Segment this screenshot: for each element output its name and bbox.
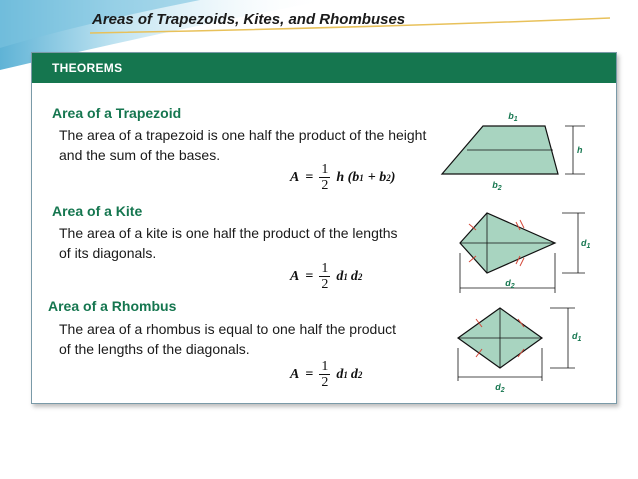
fraction-denominator: 2 (321, 178, 329, 193)
formula-lhs: A (290, 268, 300, 284)
fraction-numerator: 1 (321, 359, 329, 374)
formula-lhs: A (290, 169, 300, 185)
formula-sub1: 1 (343, 369, 348, 380)
rhombus-formula (290, 359, 362, 390)
rhombus-text: The area of a rhombus is equal to one half the product of the lengths of the diagonals. (59, 321, 396, 357)
formula-fraction (319, 261, 330, 292)
panel-header: THEOREMS (32, 53, 616, 83)
formula-sub2: 2 (357, 271, 363, 282)
formula-fraction (319, 162, 330, 193)
kite-title: Area of a Kite (52, 203, 143, 219)
fraction-denominator: 2 (321, 375, 329, 390)
formula-sub2: 2 (386, 172, 391, 183)
trapezoid-text: The area of a trapezoid is one half the product of the height and the sum of the bases. (59, 127, 427, 163)
trapezoid-figure (437, 108, 612, 198)
formula-sub1: 1 (359, 172, 364, 183)
formula-sub1: 1 (343, 271, 348, 282)
kite-figure (450, 208, 610, 298)
label-h: h (577, 145, 583, 155)
trapezoid-title: Area of a Trapezoid (52, 105, 182, 121)
kite-formula (290, 261, 362, 292)
label-d1: $d_1$ (572, 331, 582, 343)
formula-d2: d (350, 268, 358, 284)
formula-eq: = (305, 169, 314, 185)
fraction-numerator: 1 (321, 261, 329, 276)
formula-fraction (319, 359, 330, 390)
label-d1: $d_1$ (581, 238, 591, 250)
label-d2: $d_2$ (495, 382, 505, 393)
fraction-numerator: 1 (321, 162, 329, 177)
rhombus-figure (450, 303, 610, 393)
trapezoid-formula (290, 162, 395, 193)
formula-lhs: A (290, 366, 300, 382)
formula-rhs: h (b (336, 169, 360, 185)
kite-text: The area of a kite is one half the product of the lengths of its diagonals. (59, 225, 398, 261)
formula-eq: = (305, 366, 314, 382)
slide-title: Areas of Trapezoids, Kites, and Rhombuses (92, 11, 406, 28)
formula-eq: = (305, 268, 314, 284)
formula-d1: d (336, 366, 344, 382)
formula-close: ) (390, 169, 396, 185)
rhombus-title: Area of a Rhombus (48, 298, 177, 314)
formula-d1: d (336, 268, 344, 284)
formula-plus: + b (367, 169, 387, 185)
label-d2: $d_2$ (505, 278, 515, 290)
label-b1: $b_1$ (508, 111, 518, 123)
formula-sub2: 2 (357, 369, 363, 380)
theorems-panel (31, 52, 617, 404)
formula-d2: d (350, 366, 358, 382)
fraction-denominator: 2 (321, 277, 329, 292)
label-b2: $b_2$ (492, 180, 502, 192)
